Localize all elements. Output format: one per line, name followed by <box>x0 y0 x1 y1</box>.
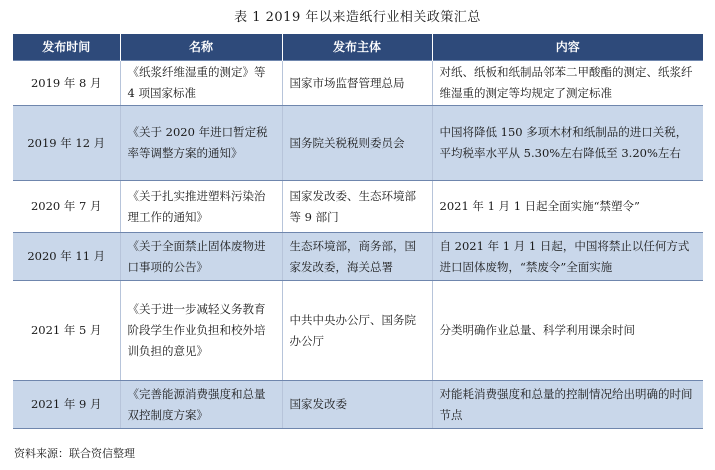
cell-content: 自 2021 年 1 月 1 日起，中国将禁止以任何方式进口固体废物，“禁废令”全面实施 <box>432 233 703 281</box>
cell-name: 《完善能源消费强度和总量双控制度方案》 <box>120 381 282 429</box>
table-row <box>13 61 703 106</box>
cell-issuer: 国家市场监督管理总局 <box>282 61 432 106</box>
cell-date: 2020 年 11 月 <box>13 233 120 281</box>
cell-name: 《关于进一步减轻义务教育阶段学生作业负担和校外培训负担的意见》 <box>120 281 282 381</box>
cell-content: 分类明确作业总量、科学利用课余时间 <box>432 281 703 381</box>
cell-name: 《关于全面禁止固体废物进口事项的公告》 <box>120 233 282 281</box>
header-date: 发布时间 <box>13 34 120 61</box>
cell-content: 2021 年 1 月 1 日起全面实施“禁塑令” <box>432 181 703 233</box>
cell-date: 2020 年 7 月 <box>13 181 120 233</box>
cell-date: 2019 年 12 月 <box>13 106 120 181</box>
source-note: 资料来源：联合资信整理 <box>14 447 135 460</box>
table-row <box>13 233 703 281</box>
cell-issuer: 生态环境部，商务部，国家发改委，海关总署 <box>282 233 432 281</box>
cell-name: 《纸浆纤维湿重的测定》等 4 项国家标准 <box>120 61 282 106</box>
cell-date: 2021 年 9 月 <box>13 381 120 429</box>
table-row <box>13 106 703 181</box>
table-caption: 表 1 2019 年以来造纸行业相关政策汇总 <box>234 10 481 25</box>
cell-issuer: 国家发改委、生态环境部等 9 部门 <box>282 181 432 233</box>
header-content: 内容 <box>432 34 703 61</box>
table-header-row <box>13 34 703 61</box>
cell-issuer: 国务院关税税则委员会 <box>282 106 432 181</box>
cell-name: 《关于 2020 年进口暂定税率等调整方案的通知》 <box>120 106 282 181</box>
cell-date: 2019 年 8 月 <box>13 61 120 106</box>
policy-table <box>13 34 703 429</box>
table-row <box>13 181 703 233</box>
cell-date: 2021 年 5 月 <box>13 281 120 381</box>
table-row <box>13 281 703 381</box>
cell-content: 对纸、纸板和纸制品邻苯二甲酸酯的测定、纸浆纤维湿重的测定等均规定了测定标准 <box>432 61 703 106</box>
table-row <box>13 381 703 429</box>
cell-content: 对能耗消费强度和总量的控制情况给出明确的时间节点 <box>432 381 703 429</box>
cell-issuer: 国家发改委 <box>282 381 432 429</box>
cell-content: 中国将降低 150 多项木材和纸制品的进口关税，平均税率水平从 5.30%左右降低至 3.20%左右 <box>432 106 703 181</box>
header-issuer: 发布主体 <box>282 34 432 61</box>
cell-issuer: 中共中央办公厅、国务院办公厅 <box>282 281 432 381</box>
header-name: 名称 <box>120 34 282 61</box>
cell-name: 《关于扎实推进塑料污染治理工作的通知》 <box>120 181 282 233</box>
